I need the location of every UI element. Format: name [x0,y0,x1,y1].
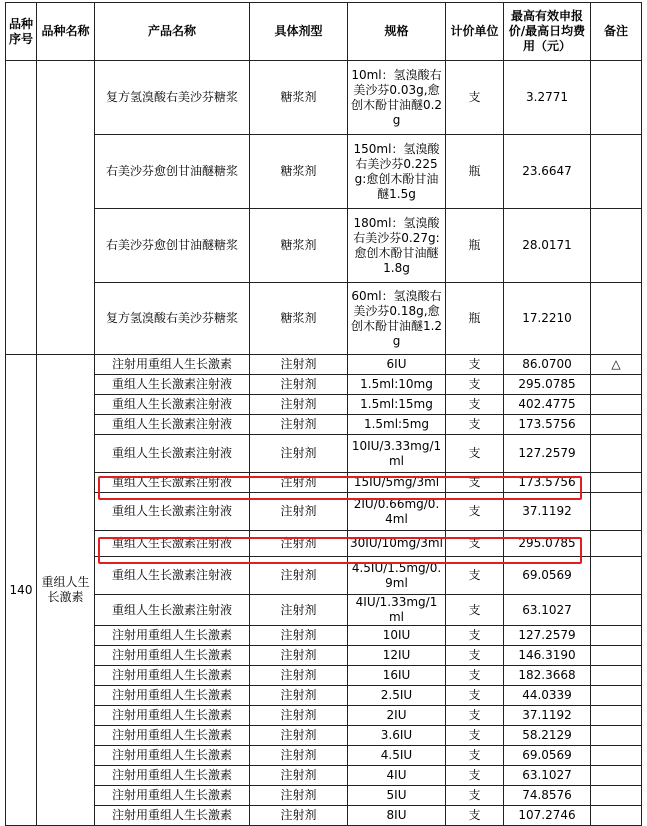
product-cell: 注射用重组人生长激素 [95,746,250,766]
table-row [6,209,642,283]
header-variety: 品种名称 [37,3,95,61]
table-row [6,61,642,135]
form-cell: 注射剂 [250,666,348,686]
spec-cell: 6IU [348,355,446,375]
header-unit: 计价单位 [446,3,504,61]
product-cell: 复方氢溴酸右美沙芬糖浆 [95,283,250,355]
price-cell: 37.1192 [504,493,591,531]
unit-cell: 支 [446,786,504,806]
product-cell: 复方氢溴酸右美沙芬糖浆 [95,61,250,135]
table-row [6,626,642,646]
product-cell: 右美沙芬愈创甘油醚糖浆 [95,135,250,209]
table-row [6,435,642,473]
table-row [6,557,642,595]
price-cell: 3.2771 [504,61,591,135]
product-cell: 重组人生长激素注射液 [95,435,250,473]
unit-cell: 支 [446,746,504,766]
table-row [6,726,642,746]
form-cell: 注射剂 [250,557,348,595]
form-cell: 糖浆剂 [250,209,348,283]
product-cell: 右美沙芬愈创甘油醚糖浆 [95,209,250,283]
header-note: 备注 [591,3,642,61]
table-row [6,375,642,395]
spec-cell: 12IU [348,646,446,666]
note-cell [591,686,642,706]
note-cell [591,435,642,473]
note-cell [591,415,642,435]
note-cell [591,209,642,283]
price-cell: 146.3190 [504,646,591,666]
form-cell: 注射剂 [250,646,348,666]
product-cell: 重组人生长激素注射液 [95,415,250,435]
product-cell: 注射用重组人生长激素 [95,786,250,806]
note-cell [591,557,642,595]
form-cell: 糖浆剂 [250,135,348,209]
form-cell: 注射剂 [250,806,348,826]
form-cell: 注射剂 [250,786,348,806]
table-row [6,786,642,806]
variety-seq-cell: 140 [6,355,37,826]
product-cell: 重组人生长激素注射液 [95,395,250,415]
price-cell: 63.1027 [504,766,591,786]
price-cell: 402.4775 [504,395,591,415]
price-cell: 127.2579 [504,626,591,646]
unit-cell: 支 [446,61,504,135]
unit-cell: 支 [446,395,504,415]
spec-cell: 10IU/3.33mg/1ml [348,435,446,473]
header-spec: 规格 [348,3,446,61]
note-cell [591,646,642,666]
unit-cell: 支 [446,706,504,726]
unit-cell: 支 [446,493,504,531]
product-cell: 注射用重组人生长激素 [95,355,250,375]
product-cell: 注射用重组人生长激素 [95,646,250,666]
unit-cell: 支 [446,375,504,395]
price-cell: 28.0171 [504,209,591,283]
note-cell [591,395,642,415]
form-cell: 注射剂 [250,626,348,646]
note-cell: △ [591,355,642,375]
unit-cell: 支 [446,766,504,786]
spec-cell: 10IU [348,626,446,646]
note-cell [591,61,642,135]
table-row [6,706,642,726]
note-cell [591,135,642,209]
note-cell [591,473,642,493]
price-cell: 23.6647 [504,135,591,209]
price-cell: 44.0339 [504,686,591,706]
table-row [6,493,642,531]
spec-cell: 4IU [348,766,446,786]
note-cell [591,746,642,766]
price-cell: 63.1027 [504,595,591,626]
price-cell: 86.0700 [504,355,591,375]
note-cell [591,666,642,686]
price-cell: 173.5756 [504,473,591,493]
spec-cell: 1.5ml:5mg [348,415,446,435]
form-cell: 注射剂 [250,686,348,706]
header-product: 产品名称 [95,3,250,61]
table-row [6,283,642,355]
unit-cell: 支 [446,557,504,595]
product-cell: 重组人生长激素注射液 [95,375,250,395]
unit-cell: 支 [446,726,504,746]
note-cell [591,493,642,531]
product-cell: 重组人生长激素注射液 [95,595,250,626]
spec-cell: 8IU [348,806,446,826]
unit-cell: 支 [446,806,504,826]
spec-cell: 15IU/5mg/3ml [348,473,446,493]
unit-cell: 支 [446,666,504,686]
header-row [6,3,642,61]
price-cell: 173.5756 [504,415,591,435]
unit-cell: 支 [446,435,504,473]
table-row [6,595,642,626]
form-cell: 注射剂 [250,355,348,375]
table-row [6,473,642,493]
spec-cell: 150ml：氢溴酸右美沙芬0.225g:愈创木酚甘油醚1.5g [348,135,446,209]
unit-cell: 支 [446,355,504,375]
price-cell: 37.1192 [504,706,591,726]
product-cell: 重组人生长激素注射液 [95,557,250,595]
form-cell: 注射剂 [250,415,348,435]
unit-cell: 支 [446,686,504,706]
table-row [6,806,642,826]
unit-cell: 支 [446,646,504,666]
note-cell [591,531,642,557]
spec-cell: 2IU [348,706,446,726]
price-cell: 69.0569 [504,746,591,766]
spec-cell: 3.6IU [348,726,446,746]
table-row [6,766,642,786]
spec-cell: 2IU/0.66mg/0.4ml [348,493,446,531]
price-cell: 182.3668 [504,666,591,686]
product-cell: 重组人生长激素注射液 [95,493,250,531]
product-cell: 重组人生长激素注射液 [95,473,250,493]
note-cell [591,706,642,726]
table-row [6,531,642,557]
spec-cell: 1.5ml:15mg [348,395,446,415]
product-cell: 注射用重组人生长激素 [95,766,250,786]
note-cell [591,786,642,806]
form-cell: 注射剂 [250,395,348,415]
form-cell: 糖浆剂 [250,61,348,135]
form-cell: 注射剂 [250,746,348,766]
unit-cell: 支 [446,595,504,626]
unit-cell: 瓶 [446,209,504,283]
variety-name-cell [37,61,95,355]
form-cell: 注射剂 [250,435,348,473]
table-row [6,355,642,375]
unit-cell: 支 [446,626,504,646]
note-cell [591,626,642,646]
form-cell: 注射剂 [250,766,348,786]
price-cell: 107.2746 [504,806,591,826]
price-cell: 69.0569 [504,557,591,595]
spec-cell: 10ml：氢溴酸右美沙芬0.03g,愈创木酚甘油醚0.2g [348,61,446,135]
price-cell: 295.0785 [504,531,591,557]
product-cell: 注射用重组人生长激素 [95,686,250,706]
form-cell: 注射剂 [250,473,348,493]
product-cell: 注射用重组人生长激素 [95,666,250,686]
spec-cell: 16IU [348,666,446,686]
form-cell: 注射剂 [250,595,348,626]
header-price: 最高有效申报价/最高日均费用（元） [504,3,591,61]
spec-cell: 4.5IU [348,746,446,766]
price-cell: 74.8576 [504,786,591,806]
spec-cell: 4.5IU/1.5mg/0.9ml [348,557,446,595]
product-cell: 注射用重组人生长激素 [95,806,250,826]
form-cell: 注射剂 [250,493,348,531]
form-cell: 注射剂 [250,375,348,395]
table-row [6,646,642,666]
variety-name-cell: 重组人生长激素 [37,355,95,826]
form-cell: 糖浆剂 [250,283,348,355]
table-row [6,686,642,706]
unit-cell: 支 [446,473,504,493]
price-cell: 17.2210 [504,283,591,355]
form-cell: 注射剂 [250,706,348,726]
form-cell: 注射剂 [250,726,348,746]
price-cell: 127.2579 [504,435,591,473]
variety-seq-cell [6,61,37,355]
header-form: 具体剂型 [250,3,348,61]
product-cell: 注射用重组人生长激素 [95,706,250,726]
note-cell [591,595,642,626]
price-cell: 295.0785 [504,375,591,395]
note-cell [591,375,642,395]
table-row [6,135,642,209]
table-row [6,746,642,766]
drug-price-table [5,2,642,826]
product-cell: 注射用重组人生长激素 [95,726,250,746]
spec-cell: 2.5IU [348,686,446,706]
form-cell: 注射剂 [250,531,348,557]
spec-cell: 30IU/10mg/3ml [348,531,446,557]
spec-cell: 4IU/1.33mg/1ml [348,595,446,626]
product-cell: 重组人生长激素注射液 [95,531,250,557]
note-cell [591,283,642,355]
table-row [6,415,642,435]
unit-cell: 支 [446,415,504,435]
spec-cell: 1.5ml:10mg [348,375,446,395]
note-cell [591,766,642,786]
price-cell: 58.2129 [504,726,591,746]
header-seq: 品种序号 [6,3,37,61]
unit-cell: 瓶 [446,135,504,209]
table-row [6,395,642,415]
table-row [6,666,642,686]
note-cell [591,806,642,826]
spec-cell: 180ml：氢溴酸右美沙芬0.27g:愈创木酚甘油醚1.8g [348,209,446,283]
spec-cell: 60ml：氢溴酸右美沙芬0.18g,愈创木酚甘油醚1.2g [348,283,446,355]
unit-cell: 瓶 [446,283,504,355]
unit-cell: 支 [446,531,504,557]
product-cell: 注射用重组人生长激素 [95,626,250,646]
note-cell [591,726,642,746]
spec-cell: 5IU [348,786,446,806]
